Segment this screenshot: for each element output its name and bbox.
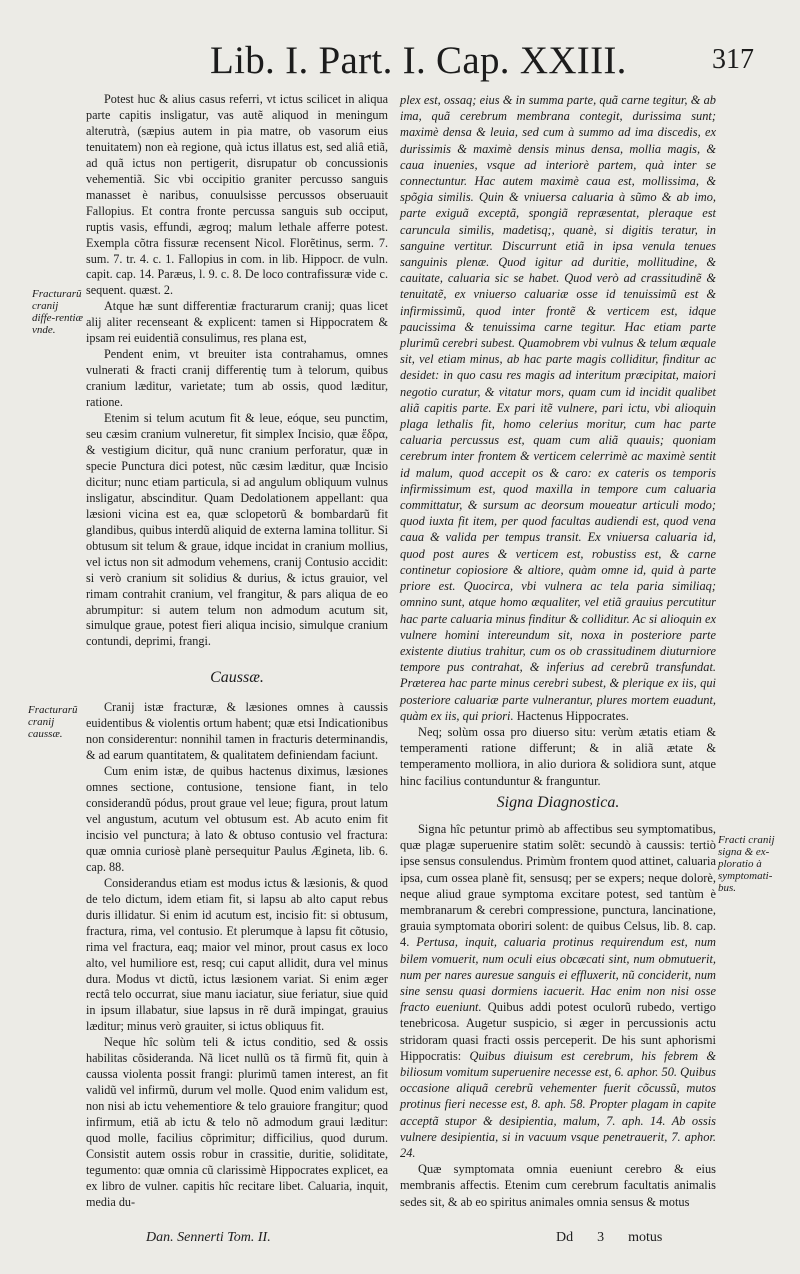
paragraph: Neque hîc solùm teli & ictus conditio, sed & ossis habilitas cõsideranda. Nã licet nullũ os tã firmũ fit, quin à caussa violenta possit frangi: plurimũ tamen interest, an fit validũ vel infirmũ, durum vel molle. Quod enim validum est, non nisi ab ictu vehementiore & telo grauiore frangitur; quod infirmum, etiã ab ictu & telo nõ admodum graui læditur: quod molle, facilius cõprimitur; difficilius, quod durum. Consistit autem ossis robur in crassitie, duritie, soliditate, tegumento: quæ omnia cũ clarissimè Hippocrates explicet, ea ex libro de vulner. capitis hîc recitare libet. Caluaria, inquit, media du- (86, 1035, 388, 1209)
signature-number: 3 (597, 1230, 605, 1245)
margin-note-differentiae: Fracturarũ cranij diffe-rentiæ vnde. (32, 288, 83, 336)
section-heading-signa: Signa Diagnostica. (496, 793, 620, 811)
paragraph: Potest huc & alius casus referri, vt ictus scilicet in aliqua parte capitis insligatur, vas autẽ aliquod in meningum alterutrà, (sæpius autem in pia matre, ob vasorum eius tenuitatem) non eà regione, quà ictus illatus est, sed aliâ etiã, ad quã ictus non pertigerit, disrupatur ob concussionis vehementiã. Sic vbi occipitio graniter percusso sanguis manasset è naribus, conuulsisse percussos obseruauit Fallopius. Et contra fronte percussa sanguis sub occiput, ruptis vasis, effundi, ægroq; malum lethale afferre potest. Exempla cõtra fissuræ recensent Nicol. Florẽtinus, serm. 7. sum. 7. tr. 4. c. 1. Fallopius in com. in lib. Hippocr. de vuln. capit. cap. 14. Paræus, l. 9. c. 8. De loco contrafissuræ vide c. sequent. quæst. 2. (86, 92, 388, 298)
paragraph: Cum enim istæ, de quibus hactenus diximus, læsiones omnes sectione, contusione, tensione fiant, in telo considerandũ pódus, prout graue vel leue; figura, prout latum vel angustum, acutum vel obtusum est. Ab acuto enim fit incisio vel punctura; à lato & obtuso contusio vel fractura: quæ omnia curiosè planè persequitur Paulus Ægineta, lib. 6. cap. 88. (86, 764, 388, 874)
margin-note-signa: Fracti cranij signa & ex-ploratio à symptomati-bus. (718, 834, 775, 894)
paragraph: Neq; solùm ossa pro diuerso situ: verùm ætatis etiam & temperamenti ratione differunt; & in aliã ætate & temperamento molliora, in alio duriora & solidiora sunt, atque hinc facilius contunduntur & franguntur. (400, 724, 716, 788)
text-run: Signa hîc petuntur primò ab affectibus seu symptomatibus, quæ plagæ superuenire statim solẽt: secundò à caussis: tertiò ipse sensus consulendus. Primùm frontem quod attinet, caluaria ipsa, cum ossea planè fit, sensusq; per se expers; neque dolorè, neque aliud graue symptoma excitare potest, sed tantùm è membranarum & cerebri compressione, punctura, lancinatione, grauia symptomata oboriri solent: de quibus Celsus, lib. 8. cap. 4. (400, 821, 716, 950)
running-title: Lib. I. Part. I. Cap. XXIII. (210, 39, 627, 82)
right-column (400, 92, 716, 1210)
left-column (86, 92, 388, 1211)
paragraph: Considerandus etiam est modus ictus & læsionis, & quod de telo dictum, idem etiam fit, si lapsu ab alto caput rebus duris illidatur. Si enim id acutum est, incisio fit: si obtusum, fractura, rima, vel contusio. Et plerumque à lapsu fit cõtusio, rima vel fractura, eaq; maior vel minor, prout casus ex loco alto, vel humiliore est, resq; cui caput allidit, dura vel minus dura. Modus vt dictũ, ictus læsionem variat. Si enim æger rectâ telo occurrat, siue manu iaciatur, siue feriatur, siue quid in ipsum illabatur, siue lapsus in rẽ durã impingat, grauius læditur; minus verò grauiter, si ictus obliquus fit. (86, 875, 388, 1034)
paragraph-quotation (400, 92, 716, 724)
margin-note-caussae: Fracturarũ cranij caussæ. (28, 704, 78, 740)
paragraph: Pendent enim, vt breuiter ista contrahamus, omnes vulnerati & fracti cranij differentię tum à telorum, quibus cranium læditur, varietate; tum ab ossis, quod læditur, ratione. (86, 347, 388, 410)
paragraph-signa (400, 821, 716, 1161)
signature-mark: Dd (556, 1230, 574, 1245)
celsus-quotation: Pertusa, inquit, caluaria protinus requirendum est, num bilem vomuerit, num oculi eius obcæcati sint, num obmutuerit, num per nares auresue sanguis ei effluxerit, nũ conciderit, num sine sensu quasi dormiens iacuerit. Hac enim non nisi osse fracto eueniunt. (400, 935, 716, 1015)
quotation-attribution: Hactenus Hippocrates. (516, 708, 629, 723)
paragraph: Atque hæ sunt differentiæ fracturarum cranij; quas licet alij aliter recenseant & explicent: tamen si Hippocratem & ipsam rei euidentiã consulimus, res plana est, (86, 299, 388, 346)
paragraph: Cranij istæ fracturæ, & læsiones omnes à caussis euidentibus & violentis ortum habent; quæ etsi Indicationibus non considerentur: nonnihil tamen in fracturis determinandis, & ad earum quantitatem, & qualitatem definiendam faciunt. (86, 700, 388, 763)
section-heading-caussae: Caussæ. (210, 669, 264, 687)
quotation-text: plex est, ossaq; eius & in summa parte, quã carne tegitur, & ab ima, quã cerebrum membrana contegit, durissima sunt; maximè densa & leuia, sed cum à summo ad ima discedis, ex durissimis & maximè densis minus densa, mollia magis, & caua inuenies, vsque ad interiorè partem, quà inter se connectuntur. Hac autem maximè caua est, mollissima, & spõgia similis. Quin & vniuersa caluaria à sũmo & ab imo, parte exiguã exceptã, spongiã repræsentat, pleraque est caruncula similis, madetisq;, quanè, si digitis teratur, in sanguine vertitur. Discurrunt etiã in ipsa venula tenues sanguinis plenæ. Quod igitur ad duritie, mollitudine, & cauitate, caluaria sic se habet. Quod verò ad crassitudinẽ & tenuitatẽ, ex vniuerso caluariæ osse id tenuissimũ est & infirmissimũ, quod inter frontẽ & verticem est, idque paucissima & tenuissima carne tegitur. Hac etiam parte plurimũ cerebri subest. Quamobrem vbi vulnus & telum æquale sit, vel etiam minus, ab hac parte magis colliditur, finditur ac desidet: in quo casu res magis ad interitum præcipitat, maiori negotio curatur, & vitatur mors, quam cum id incidit qualibet aliã capitis parte. Ex pari itẽ vulnere, pari ictu, vbi alioquin plaga lethalis fit, homo celerius moritur, cum hac parte caluaria percussus est, quam cum aliã quauis; quoniam cerebrum inter frontem & verticem celerrimè ac maximè sentit id malum, quod accepit os & caro: ex cateris os temporis infirmissimum est, quod maxilla in tempore cum caluaria committatur, & sursum ac deorsum moueatur articuli modo; quod iuxta fit item, per quod facultas audiendi est, quod vena caua & valida per tempus transit. Ex vniuersa caluaria id, quod post aures & verticem est, robustiss est, & carne continetur copiosiore & altiore, quàm omne id, quid à parte priore est. Quocirca, vbi vulnera ac tela paria similiaq; omnino sunt, atque homo æqualiter, vel etiã grauius percutitur hac parte caluaria minus finditur & colliditur. Ac si alioquin ex vulnere homini intereundum sit, noxa in posteriore parte existente diutius trahitur, cum os ob crassitudinem diuturniore tempore pus contrahat, & inferius ad cerebrũ transfundat. Præterea hac parte minus cerebri subest, & plerique ex iis, qui posteriore caluariæ parte vulnerantur, plures mortem euadunt, quàm ex iis, qui priori. (400, 93, 716, 723)
text-run: Quibus addi potest oculorũ rubedo, vertigo tenebricosa. Augetur suspicio, si æger in percussionis actu stridoram quasi fracti ossis perceperit. De his sunt aphorismi Hippocratis: (400, 1000, 717, 1063)
page-header (0, 38, 800, 82)
footer-volume: Dan. Sennerti Tom. II. (146, 1230, 271, 1245)
page-number: 317 (712, 44, 754, 75)
paragraph: Quæ symptomata omnia eueniunt cerebro & eius membranis affectis. Etenim cum cerebrum facultatis animalis sedes sit, & ab eo spiritus animales omnia sensus & motus (400, 1162, 716, 1209)
footer-signature (556, 1230, 686, 1246)
paragraph: Etenim si telum acutum fit & leue, eóque, seu punctim, seu cæsim cranium vulneretur, fit simplex Incisio, quæ ἕδρα, & vestigium dicitur, quã nunc cranium perforatur, quæ in specie Punctura dici potest, nũc cæsim læditur, quæ Incisio dicitur; nunc etiam particula, si ad angulum obliquum vulnus insligatur, abscinditur. Quam Dedolationem appellant: qua læsioni vicina est ea, quæ sclopetorũ & bombardarũ fit glandibus, quibus interdũ aliquid de externa lamina tollitur. Si obtusum sit telum & graue, idque incidat in cranium mollius, vel ictus non sit admodum vehemens, cranij Contusio accidit: si verò cranium sit solidius & durius, & ictus grauior, vel rimam contrahit cranium, vel frangitur, & pars aliqua de eo abrumpitur: si autem telum non admodum acutum sit, simulque graue, potest fieri aliqua incisio, simulque cranium contundi, deprimi, frangi. (86, 411, 388, 649)
catchword: motus (628, 1230, 663, 1245)
aphorisms-quotation: Quibus diuisum est cerebrum, his febrem & biliosum vomitum superuenire necesse est, 6. aphor. 50. Quibus occasione aliquã cerebrũ vehementer fuerit cõcussũ, mutos protinus fieri necesse est, 8. aph. 58. Propter plagam in capite acceptã stupor & desipientia, malum, 7. aph. 14. Ab ossis vulnere desipientia, si in vacuum vsque penetrauerit, 7. aphor. 24. (400, 1048, 716, 1160)
